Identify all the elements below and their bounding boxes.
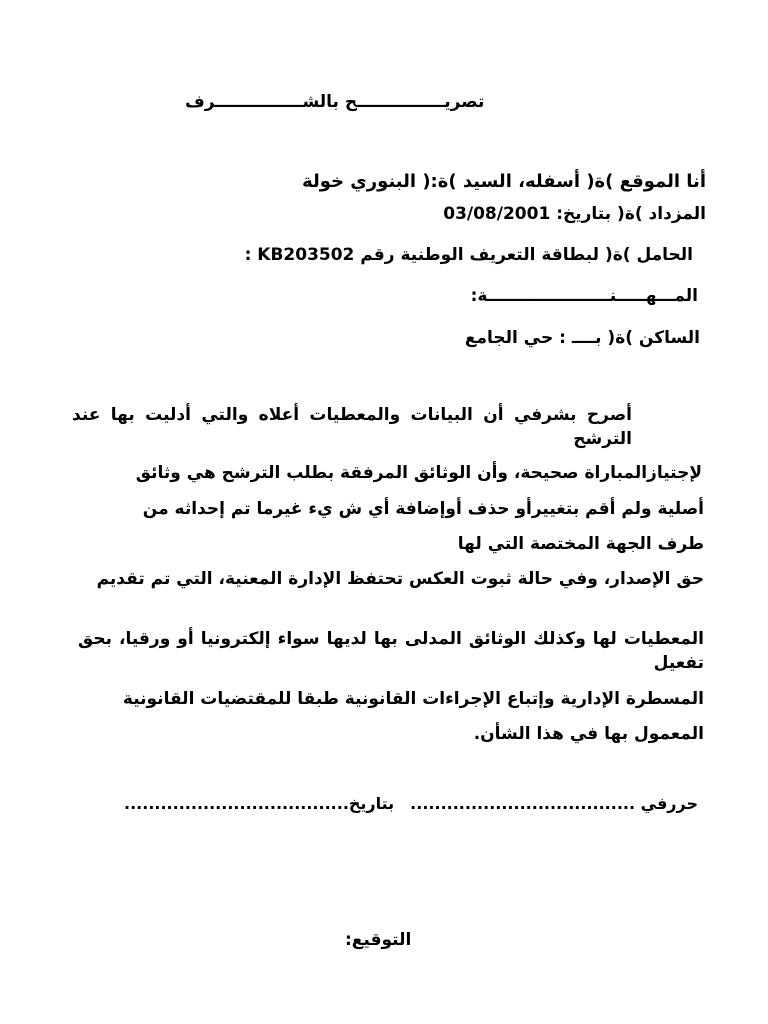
declaration-paragraph-6: المعطيات لها وكذلك الوثائق المدلى بها لديها سواء إلكترونيا أو ورقيا، بحق تفعيل	[78, 629, 704, 673]
declaration-paragraph-5: حق الإصدار، وفي حالة ثبوت العكس تحتفظ الإدارة المعنية، التي تم تقديم	[96, 569, 704, 589]
declaration-paragraph-1: أصرح بشرفي أن البيانات والمعطيات أعلاه والتي أدليت بها عند الترشح	[72, 405, 632, 449]
birth-date-line: المزداد )ة( بتاريخ: 03/08/2001	[443, 204, 706, 224]
date-field: بتاريخ.....................................	[124, 794, 395, 813]
declaration-paragraph-8: المعمول بها في هذا الشأن.	[473, 724, 704, 744]
written-at-field: حررفي .....................................	[410, 794, 698, 813]
declaration-paragraph-2: لإجتيازالمباراة صحيحة، وأن الوثائق المرفقة بطلب الترشح هي وثائق	[135, 463, 702, 483]
declaration-paragraph-3: أصلية ولم أقم بتغييرأو حذف أوإضافة أي ش يء غيرما تم إحداثه من	[142, 499, 704, 519]
signature-label: التوقيع:	[345, 930, 412, 950]
residence-line: الساكن )ة( بــــ : حي الجامع	[464, 328, 700, 348]
signatory-name-line: أنا الموقع )ة( أسفله، السيد )ة:( البنوري خولة	[302, 171, 706, 192]
declaration-paragraph-7: المسطرة الإدارية وإتباع الإجراءات القانونية طبقا للمقتضيات القانونية	[122, 689, 704, 709]
document-title: تصريـــــــــــــــح بالشـــــــــــــــرف	[185, 92, 485, 112]
id-card-line: الحامل )ة( لبطاقة التعريف الوطنية رقم KB203502 :	[244, 245, 693, 265]
declaration-paragraph-4: طرف الجهة المختصة التي لها	[457, 534, 704, 554]
profession-line: المـــهـــــنـــــــــــــــــــــة:	[470, 286, 698, 306]
